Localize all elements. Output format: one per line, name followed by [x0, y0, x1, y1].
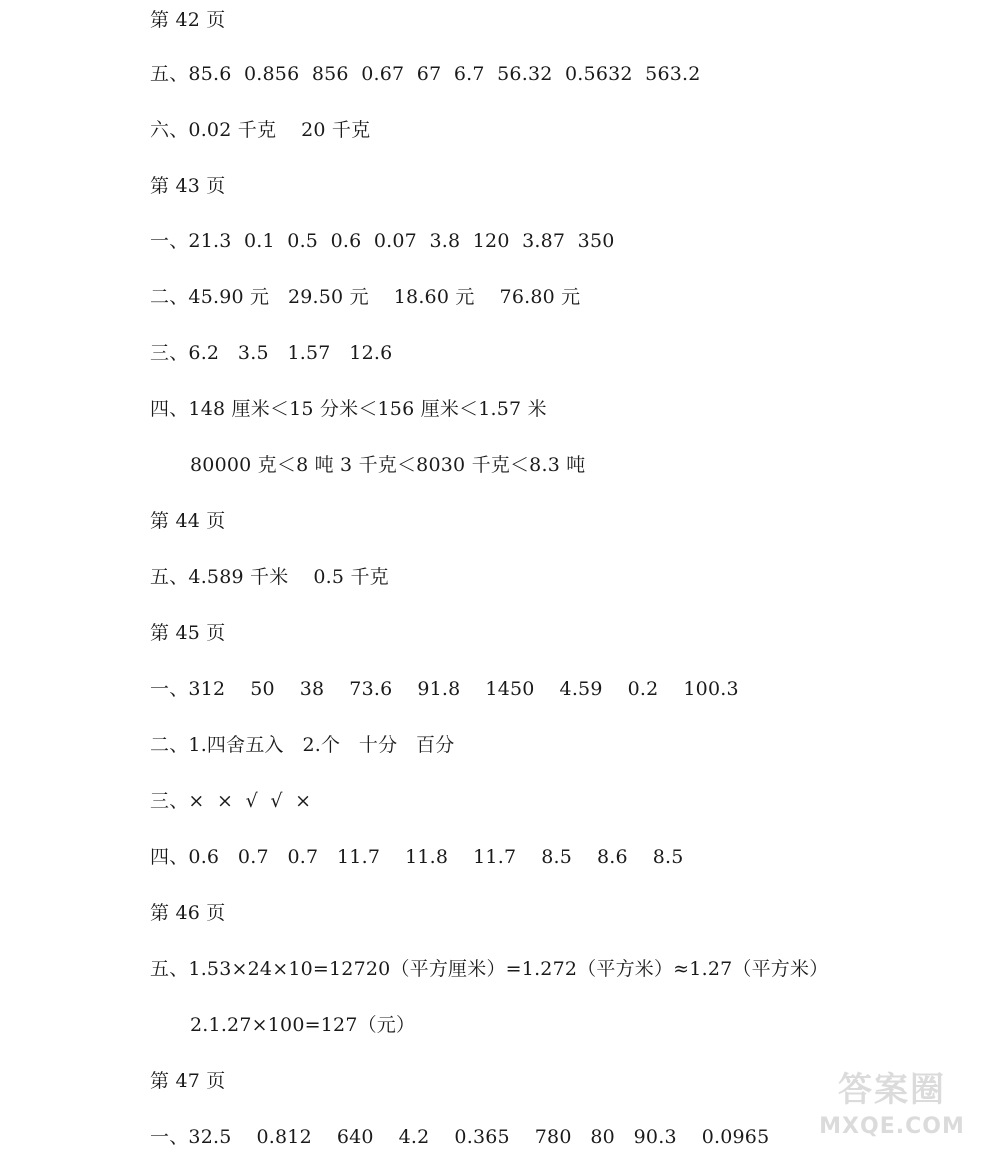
watermark-logo-text: 答案圈	[838, 1070, 946, 1110]
page-heading-47: 第 47 页	[150, 1070, 226, 1092]
answer-line: 二、1.四舍五入 2.个 十分 百分	[150, 734, 455, 756]
answer-line: 五、1.53×24×10=12720（平方厘米）=1.272（平方米）≈1.27（平方米）	[150, 958, 829, 980]
answer-line: 六、0.02 千克 20 千克	[150, 119, 371, 141]
answer-line: 一、21.3 0.1 0.5 0.6 0.07 3.8 120 3.87 350	[150, 230, 615, 252]
answer-line: 四、0.6 0.7 0.7 11.7 11.8 11.7 8.5 8.6 8.5	[150, 846, 684, 868]
answer-line: 二、45.90 元 29.50 元 18.60 元 76.80 元	[150, 286, 581, 308]
watermark-logo	[802, 1070, 982, 1148]
answer-line: 三、6.2 3.5 1.57 12.6	[150, 342, 393, 364]
answer-line: 四、148 厘米＜15 分米＜156 厘米＜1.57 米	[150, 398, 547, 420]
answer-line-continued: 2.1.27×100=127（元）	[190, 1014, 416, 1036]
answer-line: 五、85.6 0.856 856 0.67 67 6.7 56.32 0.5632 563.2	[150, 63, 701, 85]
answer-line: 三、× × √ √ ×	[150, 790, 312, 812]
page-heading-45: 第 45 页	[150, 622, 226, 644]
watermark-domain: MXQE.COM	[819, 1114, 965, 1139]
answer-line: 五、4.589 千米 0.5 千克	[150, 566, 389, 588]
page-heading-42: 第 42 页	[150, 9, 226, 31]
answer-line: 一、32.5 0.812 640 4.2 0.365 780 80 90.3 0.0965	[150, 1126, 770, 1148]
answer-line: 一、312 50 38 73.6 91.8 1450 4.59 0.2 100.3	[150, 678, 739, 700]
answer-line-continued: 80000 克＜8 吨 3 千克＜8030 千克＜8.3 吨	[190, 454, 586, 476]
page-heading-43: 第 43 页	[150, 175, 226, 197]
page-heading-44: 第 44 页	[150, 510, 226, 532]
page-heading-46: 第 46 页	[150, 902, 226, 924]
